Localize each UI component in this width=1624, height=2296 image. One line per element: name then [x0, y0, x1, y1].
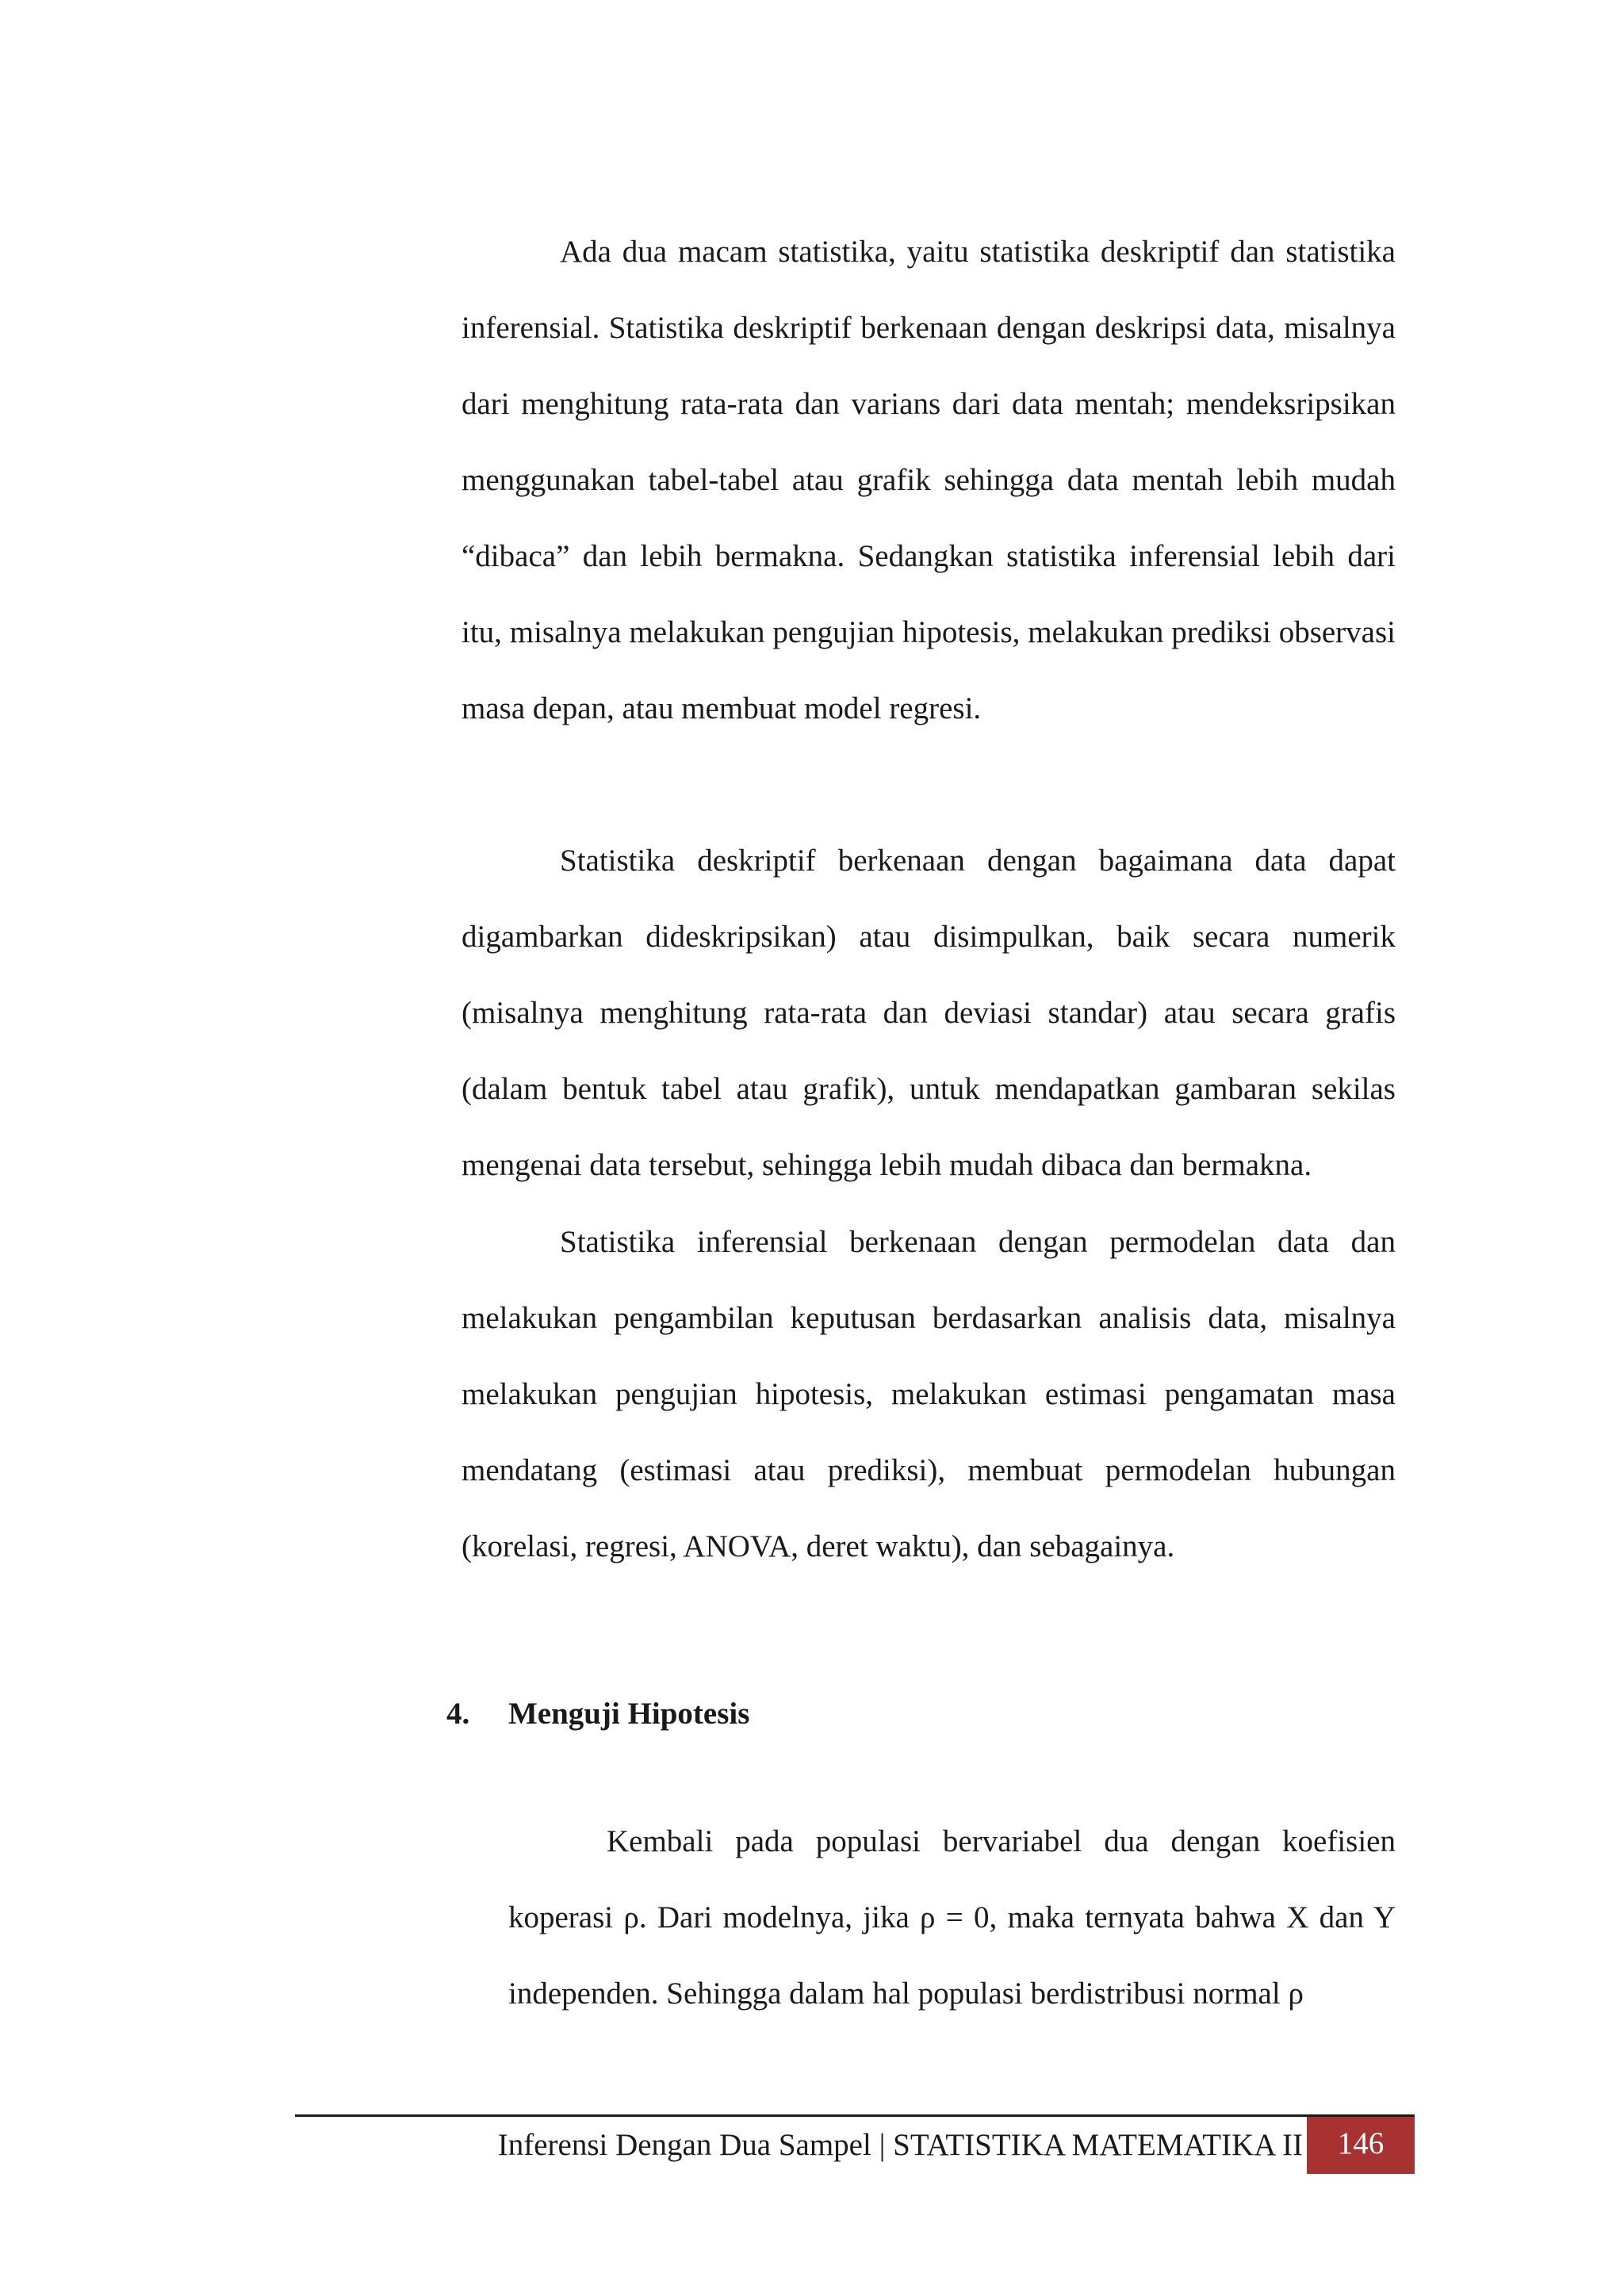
section-heading [446, 1690, 749, 1738]
body-paragraph-3: Statistika inferensial berkenaan dengan permodelan data dan melakukan pengambilan keputusan berdasarkan analisis data, misalnya melakukan pengujian hipotesis, melakukan estimasi pengamatan masa mendatang (estimasi atau prediksi), membuat permodelan hubungan (korelasi, regresi, ANOVA, deret waktu), dan sebagainya. [462, 1225, 1396, 1563]
body-paragraph-2: Statistika deskriptif berkenaan dengan bagaimana data dapat digambarkan dideskripsikan) atau disimpulkan, baik secara numerik (misalnya menghitung rata-rata dan deviasi standar) atau secara grafis (dalam bentuk tabel atau grafik), untuk mendapatkan gambaran sekilas mengenai data tersebut, sehingga lebih mudah dibaca dan bermakna. [462, 844, 1396, 1182]
footer-divider [295, 2114, 1415, 2117]
section-number: 4. [446, 1697, 470, 1731]
section-title: Menguji Hipotesis [508, 1697, 750, 1731]
footer-running-title: Inferensi Dengan Dua Sampel | STATISTIKA MATEMATIKA II [497, 2128, 1303, 2162]
page-number-badge: 146 [1307, 2117, 1415, 2174]
body-paragraph-1: Ada dua macam statistika, yaitu statistika deskriptif dan statistika inferensial. Statistika deskriptif berkenaan dengan deskripsi data, misalnya dari menghitung rata-rata dan varians dari data mentah; mendeksripsikan menggunakan tabel-tabel atau grafik sehingga data mentah lebih mudah “dibaca” dan lebih bermakna. Sedangkan statistika inferensial lebih dari itu, misalnya melakukan pengujian hipotesis, melakukan prediksi observasi masa depan, atau membuat model regresi. [462, 235, 1396, 725]
section-paragraph: Kembali pada populasi bervariabel dua dengan koefisien koperasi ρ. Dari modelnya, jika ρ = 0, maka ternyata bahwa X dan Y independen. Sehingga dalam hal populasi berdistribusi normal ρ [508, 1824, 1396, 2011]
